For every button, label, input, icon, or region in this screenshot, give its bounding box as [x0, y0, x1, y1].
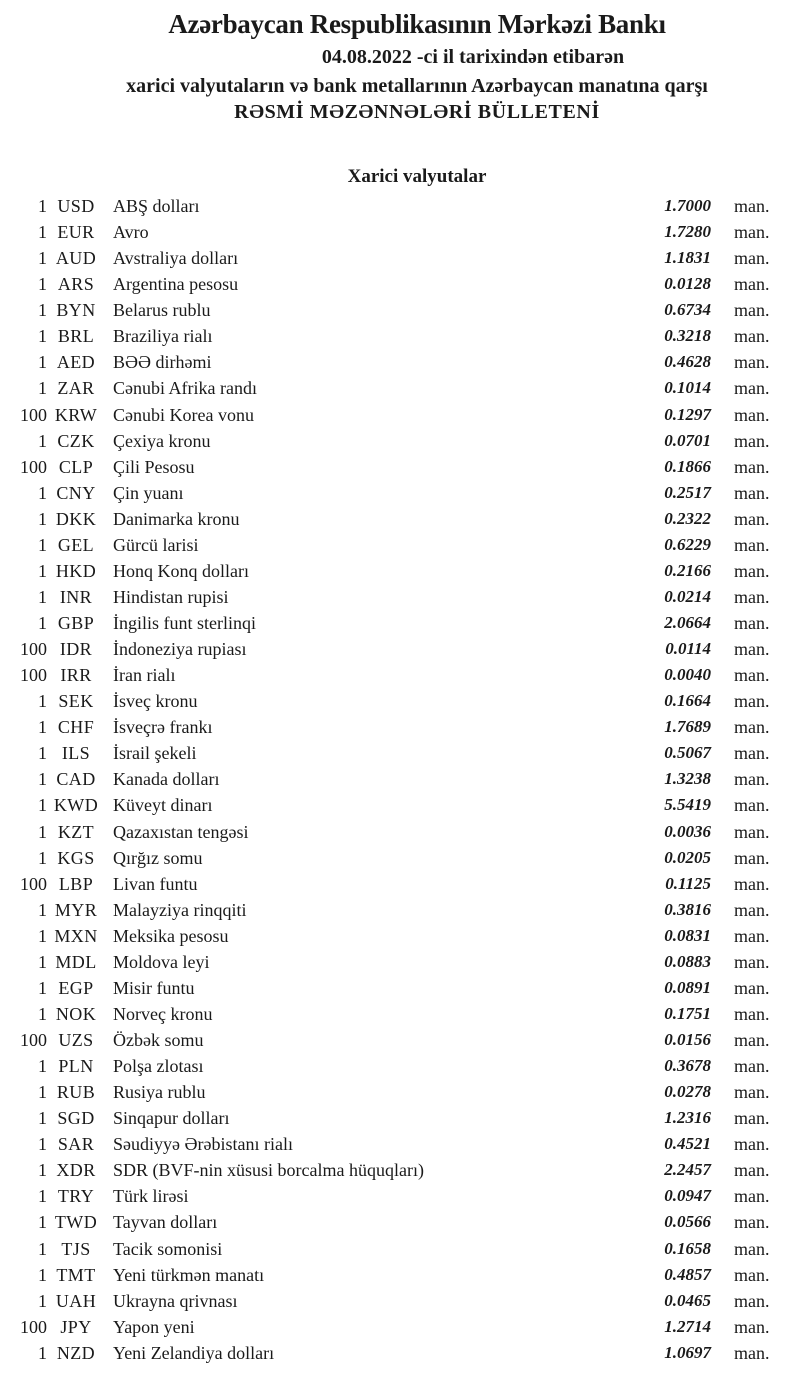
currency-unit: man. — [734, 1082, 770, 1103]
currency-row — [0, 193, 800, 219]
currency-row — [0, 1314, 800, 1340]
currency-row — [0, 766, 800, 792]
currency-name: Moldova leyi — [113, 951, 210, 972]
currency-quantity: 1 — [38, 795, 47, 816]
currency-code: KZT — [57, 821, 95, 842]
currency-code: CZK — [57, 430, 95, 451]
currency-row — [0, 1236, 800, 1262]
bank-name-title: Azərbaycan Respublikasının Mərkəzi Bankı — [168, 9, 666, 39]
currency-row — [0, 740, 800, 766]
currency-quantity: 1 — [38, 821, 47, 842]
rates-table — [0, 193, 800, 1366]
currency-quantity: 1 — [38, 300, 47, 321]
currency-unit: man. — [734, 1134, 770, 1155]
currency-code: GEL — [57, 534, 95, 555]
currency-code: EGP — [58, 977, 94, 998]
section-heading-foreign-currencies: Xarici valyutalar — [347, 166, 487, 187]
currency-rate: 2.0664 — [664, 613, 711, 632]
currency-row — [0, 219, 800, 245]
currency-quantity: 1 — [38, 378, 47, 399]
currency-code: NOK — [55, 1003, 97, 1024]
currency-unit: man. — [734, 1264, 770, 1285]
currency-rate: 0.0128 — [664, 274, 711, 294]
currency-row — [0, 1183, 800, 1209]
currency-rate: 0.1014 — [664, 378, 711, 398]
currency-rate: 0.1866 — [664, 456, 711, 476]
currency-quantity: 1 — [38, 899, 47, 920]
currency-rate: 0.3816 — [664, 899, 711, 919]
bulletin-subtitle: xarici valyutaların və bank metallarının Azərbaycan manatına qarşı — [126, 75, 708, 97]
currency-unit: man. — [734, 222, 770, 243]
currency-name: İran rialı — [113, 665, 176, 686]
currency-rate: 0.1664 — [664, 691, 711, 711]
currency-unit: man. — [734, 482, 770, 503]
currency-row — [0, 688, 800, 714]
currency-rate: 0.0278 — [664, 1082, 711, 1102]
currency-rate: 0.0891 — [664, 977, 711, 997]
currency-unit: man. — [734, 1238, 770, 1259]
currency-code: CHF — [57, 717, 95, 738]
currency-unit: man. — [734, 456, 770, 477]
currency-name: Qırğız somu — [113, 847, 203, 868]
currency-code: KRW — [54, 404, 98, 425]
currency-code: NZD — [56, 1342, 96, 1363]
currency-rate: 0.6229 — [664, 534, 711, 554]
currency-rate: 0.4521 — [664, 1134, 711, 1154]
currency-unit: man. — [734, 769, 770, 790]
bulletin-header — [0, 9, 800, 124]
currency-rate: 0.0831 — [664, 925, 711, 945]
currency-name: İsveçrə frankı — [113, 717, 213, 738]
currency-code: CLP — [58, 456, 94, 477]
currency-rate: 1.7280 — [664, 222, 711, 242]
currency-unit: man. — [734, 743, 770, 764]
currency-quantity: 1 — [38, 352, 47, 373]
currency-row — [0, 1001, 800, 1027]
currency-quantity: 1 — [38, 1003, 47, 1024]
currency-name: Yapon yeni — [113, 1316, 195, 1337]
bulletin-title: RƏSMİ MƏZƏNNƏLƏRİ BÜLLETENİ — [234, 101, 600, 123]
currency-code: TJS — [61, 1238, 91, 1259]
currency-name: Tayvan dolları — [113, 1212, 218, 1233]
currency-name: Yeni türkmən manatı — [113, 1264, 265, 1285]
currency-name: Türk lirəsi — [113, 1186, 189, 1207]
currency-code: CAD — [56, 769, 96, 790]
currency-code: KWD — [53, 795, 99, 816]
currency-unit: man. — [734, 508, 770, 529]
currency-row — [0, 792, 800, 818]
currency-rate: 0.1658 — [664, 1238, 711, 1258]
currency-rate: 0.4628 — [664, 352, 711, 372]
currency-code: MDL — [55, 951, 97, 972]
currency-quantity: 1 — [38, 951, 47, 972]
currency-row — [0, 1053, 800, 1079]
currency-name: Rusiya rublu — [113, 1082, 206, 1103]
currency-name: Danimarka kronu — [113, 508, 240, 529]
currency-code: ARS — [57, 274, 95, 295]
currency-rate: 0.6734 — [664, 300, 711, 320]
currency-row — [0, 349, 800, 375]
currency-unit: man. — [734, 326, 770, 347]
currency-name: Cənubi Afrika randı — [113, 378, 257, 399]
currency-row — [0, 454, 800, 480]
currency-unit: man. — [734, 665, 770, 686]
currency-row — [0, 871, 800, 897]
currency-code: JPY — [60, 1316, 92, 1337]
currency-rate: 0.0214 — [664, 586, 711, 606]
currency-name: Qazaxıstan tengəsi — [113, 821, 249, 842]
currency-unit: man. — [734, 899, 770, 920]
currency-quantity: 1 — [38, 1238, 47, 1259]
currency-name: Avstraliya dolları — [113, 248, 239, 269]
currency-unit: man. — [734, 1186, 770, 1207]
currency-rate: 0.0465 — [664, 1290, 711, 1310]
currency-quantity: 1 — [38, 430, 47, 451]
currency-rate: 0.1297 — [664, 404, 711, 424]
currency-name: Sinqapur dolları — [113, 1108, 230, 1129]
currency-code: USD — [57, 196, 95, 216]
currency-unit: man. — [734, 1160, 770, 1181]
currency-unit: man. — [734, 274, 770, 295]
currency-quantity: 1 — [38, 274, 47, 295]
currency-row — [0, 1131, 800, 1157]
currency-unit: man. — [734, 248, 770, 269]
currency-rate: 1.2316 — [664, 1108, 711, 1128]
currency-rate: 0.0156 — [664, 1030, 711, 1049]
currency-quantity: 100 — [20, 665, 47, 686]
currency-unit: man. — [734, 1342, 770, 1363]
currency-row — [0, 845, 800, 871]
currency-rate: 0.5067 — [664, 743, 711, 763]
currency-quantity: 1 — [38, 1108, 47, 1129]
currency-name: Özbək somu — [113, 1030, 204, 1050]
currency-row — [0, 1157, 800, 1183]
currency-quantity: 1 — [38, 1186, 47, 1207]
currency-name: Meksika pesosu — [113, 925, 229, 946]
currency-unit: man. — [734, 300, 770, 321]
currency-rate: 0.0947 — [664, 1186, 711, 1206]
currency-row — [0, 1027, 800, 1053]
currency-rate: 1.7000 — [664, 196, 711, 215]
currency-code: IRR — [60, 665, 92, 686]
currency-rate: 0.0883 — [664, 951, 711, 971]
currency-unit: man. — [734, 1212, 770, 1233]
currency-row — [0, 428, 800, 454]
currency-rate: 0.0114 — [665, 639, 711, 659]
currency-code: CNY — [56, 482, 96, 503]
currency-name: Səudiyyə Ərəbistanı rialı — [113, 1134, 293, 1155]
currency-unit: man. — [734, 691, 770, 712]
currency-unit: man. — [734, 534, 770, 555]
currency-row — [0, 480, 800, 506]
currency-code: GBP — [57, 613, 95, 633]
currency-name: Livan funtu — [113, 873, 198, 894]
currency-quantity: 100 — [20, 873, 47, 894]
currency-quantity: 1 — [38, 1160, 47, 1181]
currency-rate: 2.2457 — [664, 1160, 711, 1180]
currency-name: İndoneziya rupiası — [113, 639, 247, 660]
currency-unit: man. — [734, 613, 770, 633]
currency-rate: 0.0036 — [664, 821, 711, 841]
currency-quantity: 1 — [38, 847, 47, 868]
currency-quantity: 1 — [38, 560, 47, 581]
currency-code: TWD — [54, 1212, 98, 1233]
currency-quantity: 1 — [38, 769, 47, 790]
currency-row — [0, 532, 800, 558]
currency-rate: 1.2714 — [664, 1316, 711, 1336]
currency-unit: man. — [734, 847, 770, 868]
currency-quantity: 1 — [38, 977, 47, 998]
currency-unit: man. — [734, 925, 770, 946]
currency-name: Gürcü larisi — [113, 534, 199, 555]
currency-unit: man. — [734, 795, 770, 816]
currency-unit: man. — [734, 196, 770, 216]
currency-row — [0, 610, 800, 636]
currency-rate: 0.2166 — [664, 560, 711, 580]
currency-name: Çili Pesosu — [113, 456, 195, 477]
currency-row — [0, 506, 800, 532]
currency-unit: man. — [734, 639, 770, 660]
currency-unit: man. — [734, 560, 770, 581]
currency-quantity: 1 — [38, 1212, 47, 1233]
currency-quantity: 1 — [38, 1056, 47, 1077]
currency-name: İsveç kronu — [113, 691, 198, 712]
currency-unit: man. — [734, 404, 770, 425]
currency-rate: 0.0701 — [664, 430, 711, 450]
currency-code: TRY — [57, 1186, 95, 1207]
currency-unit: man. — [734, 717, 770, 738]
currency-name: Tacik somonisi — [113, 1238, 223, 1259]
currency-row — [0, 584, 800, 610]
currency-code: MYR — [54, 899, 98, 920]
currency-quantity: 1 — [38, 1082, 47, 1103]
currency-code: DKK — [55, 508, 97, 529]
currency-code: HKD — [55, 560, 97, 581]
currency-unit: man. — [734, 821, 770, 842]
currency-row — [0, 1079, 800, 1105]
currency-name: Misir funtu — [113, 977, 195, 998]
currency-code: BYN — [56, 300, 96, 321]
currency-quantity: 1 — [38, 482, 47, 503]
currency-code: UZS — [58, 1030, 94, 1050]
currency-unit: man. — [734, 1316, 770, 1337]
currency-rate: 1.3238 — [664, 769, 711, 789]
currency-code: BRL — [57, 326, 95, 347]
currency-unit: man. — [734, 1003, 770, 1024]
currency-code: AUD — [55, 248, 97, 269]
currency-row — [0, 558, 800, 584]
currency-quantity: 1 — [38, 743, 47, 764]
currency-row — [0, 375, 800, 401]
currency-row — [0, 402, 800, 428]
currency-code: SEK — [58, 691, 94, 712]
currency-rate: 0.0205 — [664, 847, 711, 867]
currency-unit: man. — [734, 430, 770, 451]
currency-quantity: 1 — [38, 222, 47, 243]
currency-row — [0, 245, 800, 271]
currency-code: INR — [59, 586, 93, 607]
currency-row — [0, 1209, 800, 1235]
currency-unit: man. — [734, 1108, 770, 1129]
currency-code: SAR — [57, 1134, 95, 1155]
currency-rate: 0.4857 — [664, 1264, 711, 1284]
currency-name: Yeni Zelandiya dolları — [113, 1342, 275, 1363]
currency-quantity: 100 — [20, 639, 47, 660]
currency-name: Braziliya rialı — [113, 326, 213, 347]
currency-quantity: 1 — [38, 1264, 47, 1285]
currency-row — [0, 1105, 800, 1131]
currency-quantity: 1 — [38, 586, 47, 607]
currency-name: Norveç kronu — [113, 1003, 213, 1024]
currency-name: Kanada dolları — [113, 769, 220, 790]
currency-rate: 0.0040 — [664, 665, 711, 685]
currency-code: LBP — [58, 873, 94, 894]
currency-code: KGS — [57, 847, 95, 868]
currency-name: BƏƏ dirhəmi — [113, 352, 212, 373]
currency-row — [0, 662, 800, 688]
currency-row — [0, 297, 800, 323]
currency-rate: 0.2322 — [664, 508, 711, 528]
currency-row — [0, 1262, 800, 1288]
currency-unit: man. — [734, 951, 770, 972]
currency-code: PLN — [58, 1056, 94, 1077]
currency-quantity: 100 — [20, 404, 47, 425]
currency-rate: 0.3218 — [664, 326, 711, 346]
currency-rate: 0.1125 — [665, 873, 711, 893]
currency-unit: man. — [734, 378, 770, 399]
currency-row — [0, 923, 800, 949]
currency-code: TMT — [56, 1264, 96, 1285]
currency-quantity: 1 — [38, 1290, 47, 1311]
currency-quantity: 100 — [20, 1316, 47, 1337]
currency-unit: man. — [734, 352, 770, 373]
currency-quantity: 1 — [38, 1134, 47, 1155]
currency-code: MXN — [54, 925, 98, 946]
currency-code: AED — [56, 352, 96, 373]
currency-quantity: 1 — [38, 691, 47, 712]
currency-quantity: 1 — [38, 196, 47, 216]
currency-code: XDR — [56, 1160, 96, 1181]
currency-row — [0, 271, 800, 297]
currency-unit: man. — [734, 586, 770, 607]
currency-row — [0, 323, 800, 349]
currency-code: SGD — [57, 1108, 95, 1129]
currency-row — [0, 897, 800, 923]
currency-quantity: 1 — [38, 248, 47, 269]
currency-unit: man. — [734, 1290, 770, 1311]
currency-unit: man. — [734, 1030, 770, 1050]
currency-rate: 0.1751 — [664, 1003, 711, 1023]
currency-rate: 0.0566 — [664, 1212, 711, 1232]
currency-rate: 0.3678 — [664, 1056, 711, 1076]
currency-rate: 5.5419 — [664, 795, 711, 815]
currency-rate: 1.1831 — [664, 248, 711, 268]
currency-name: ABŞ dolları — [113, 196, 200, 216]
currency-name: Çin yuanı — [113, 482, 184, 503]
currency-code: RUB — [56, 1082, 96, 1103]
currency-name: İsrail şekeli — [113, 743, 197, 764]
currency-row — [0, 714, 800, 740]
currency-quantity: 1 — [38, 534, 47, 555]
currency-code: UAH — [55, 1290, 97, 1311]
currency-name: Çexiya kronu — [113, 430, 211, 451]
currency-name: Argentina pesosu — [113, 274, 239, 295]
currency-rate: 1.7689 — [664, 717, 711, 737]
currency-row — [0, 975, 800, 1001]
currency-name: Avro — [113, 222, 149, 243]
effective-date-line: 04.08.2022 -ci il tarixindən etibarən — [321, 46, 625, 68]
currency-name: İngilis funt sterlinqi — [113, 613, 256, 633]
currency-code: ILS — [61, 743, 91, 764]
currency-name: SDR (BVF-nin xüsusi borcalma hüquqları) — [113, 1160, 424, 1181]
currency-name: Malayziya rinqqiti — [113, 899, 247, 920]
currency-name: Belarus rublu — [113, 300, 211, 321]
currency-quantity: 1 — [38, 1342, 47, 1363]
currency-rate: 0.2517 — [664, 482, 711, 502]
currency-name: Ukrayna qrivnası — [113, 1290, 238, 1311]
currency-code: IDR — [59, 639, 93, 660]
currency-name: Polşa zlotası — [113, 1056, 204, 1077]
currency-row — [0, 1288, 800, 1314]
currency-quantity: 1 — [38, 925, 47, 946]
currency-name: Hindistan rupisi — [113, 586, 229, 607]
currency-name: Küveyt dinarı — [113, 795, 213, 816]
currency-name: Honq Konq dolları — [113, 560, 249, 581]
currency-quantity: 1 — [38, 717, 47, 738]
currency-row — [0, 1340, 800, 1366]
currency-name: Cənubi Korea vonu — [113, 404, 254, 425]
currency-unit: man. — [734, 1056, 770, 1077]
currency-row — [0, 636, 800, 662]
currency-code: ZAR — [57, 378, 95, 399]
currency-quantity: 100 — [20, 1030, 47, 1050]
currency-quantity: 100 — [20, 456, 47, 477]
currency-quantity: 1 — [38, 326, 47, 347]
currency-row — [0, 949, 800, 975]
currency-rate: 1.0697 — [664, 1342, 711, 1362]
currency-unit: man. — [734, 873, 770, 894]
currency-quantity: 1 — [38, 508, 47, 529]
currency-code: EUR — [57, 222, 95, 243]
currency-quantity: 1 — [38, 613, 47, 633]
currency-row — [0, 819, 800, 845]
currency-unit: man. — [734, 977, 770, 998]
